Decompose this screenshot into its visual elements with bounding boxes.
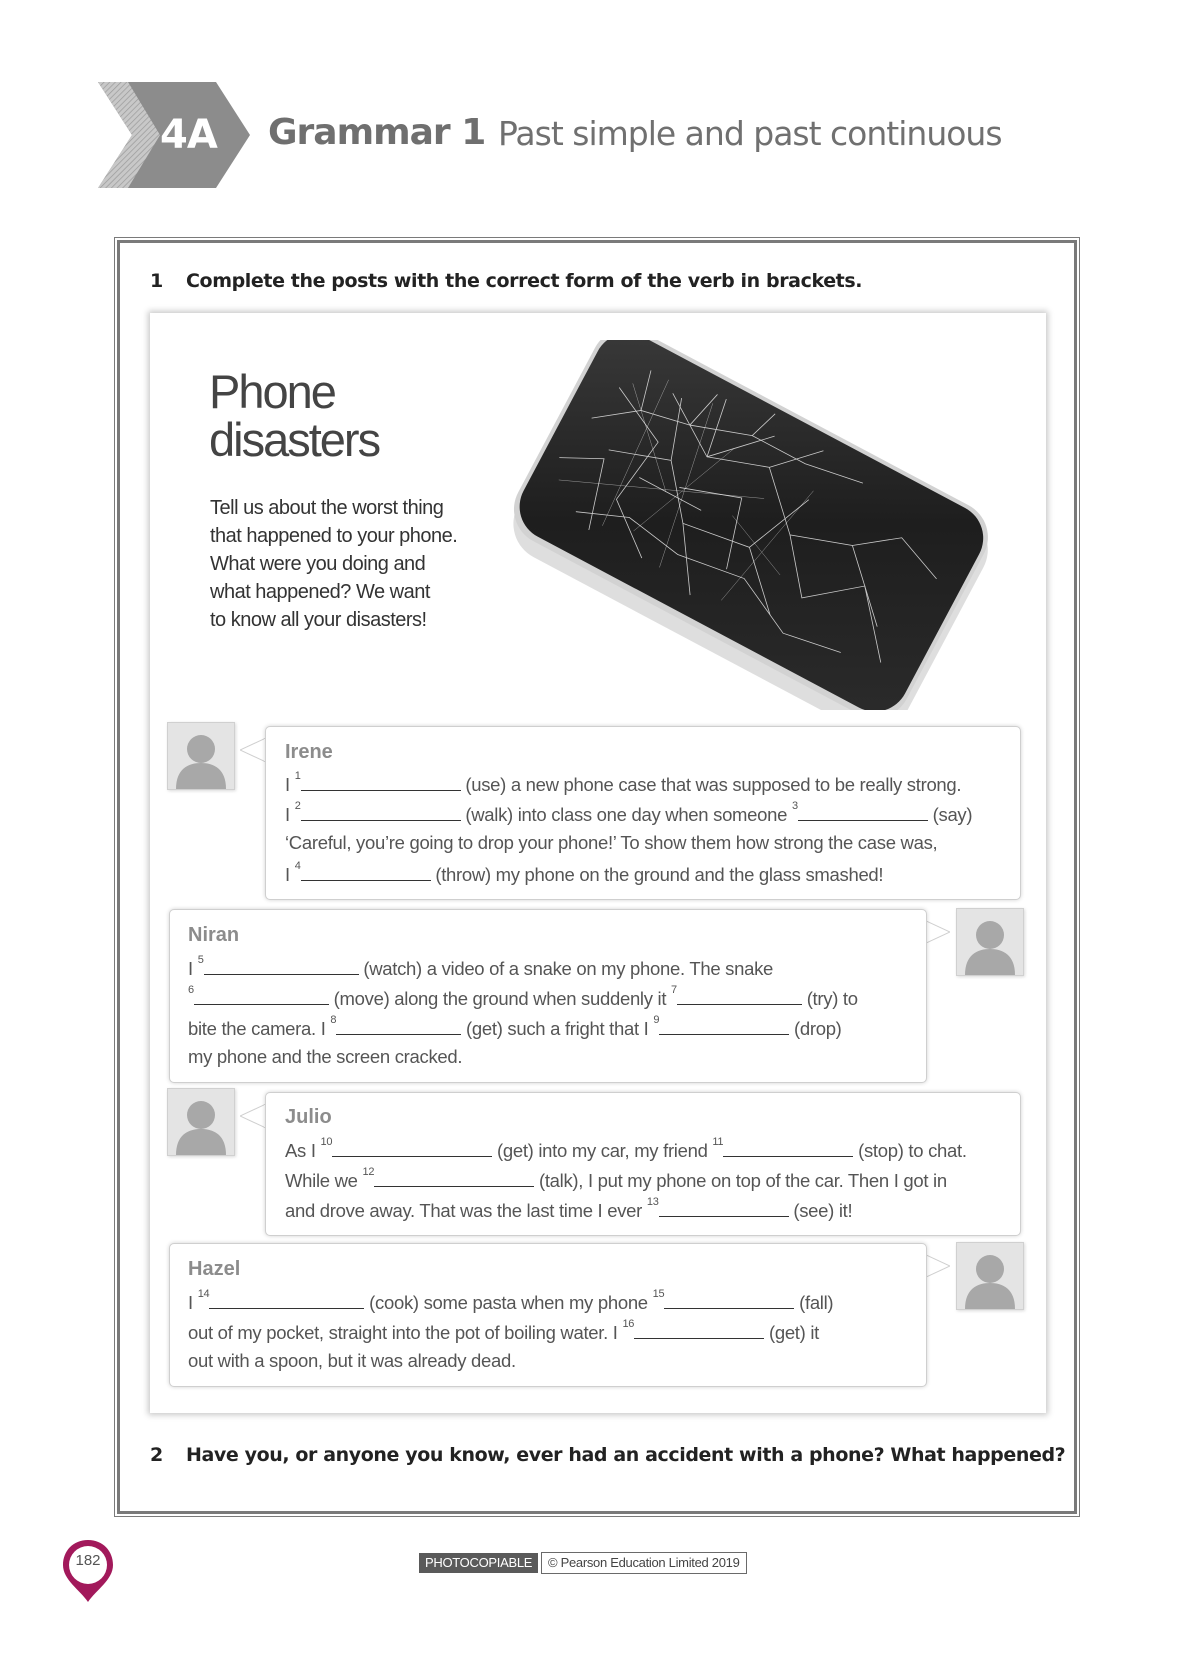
answer-blank[interactable] (798, 802, 928, 821)
avatar (167, 1088, 235, 1156)
post-line: $^6$ (move) along the ground when suddenly it $^7$ (try) to (188, 984, 858, 1009)
answer-blank[interactable] (194, 986, 329, 1005)
user-silhouette-icon (957, 909, 1023, 975)
post-line: out with a spoon, but it was already dead. (188, 1350, 516, 1371)
copyright: © Pearson Education Limited 2019 (541, 1552, 747, 1574)
post-line: I $^1$ (use) a new phone case that was supposed to be really strong. (285, 770, 962, 795)
exercise1-number: 1 (150, 270, 164, 292)
exercise2-question: Have you, or anyone you know, ever had an accident with a phone? What happened? (186, 1444, 1066, 1466)
post-line: I $^4$ (throw) my phone on the ground and the glass smashed! (285, 860, 884, 885)
answer-blank[interactable] (332, 1138, 492, 1157)
post-author: Irene (285, 741, 333, 763)
post-author: Niran (188, 924, 240, 946)
post-tail (240, 738, 266, 762)
answer-blank[interactable] (336, 1016, 461, 1035)
cracked-phone-image (510, 340, 990, 710)
intro-line: to know all your disasters! (210, 609, 427, 631)
user-silhouette-icon (168, 723, 234, 789)
post-line: bite the camera. I $^8$ (get) such a fright that I $^9$ (drop) (188, 1014, 842, 1039)
post-line: I $^2$ (walk) into class one day when someone $^3$ (say) (285, 800, 973, 825)
unit-badge (98, 82, 250, 188)
page-marker-icon (60, 1538, 116, 1604)
heading-line2: disasters (209, 413, 380, 466)
intro-line: what happened? We want (210, 581, 430, 603)
answer-blank[interactable] (301, 802, 461, 821)
answer-blank[interactable] (301, 772, 461, 791)
exercise2-number: 2 (150, 1444, 164, 1466)
answer-blank[interactable] (677, 986, 802, 1005)
post-line: As I $^{10}$ (get) into my car, my friend $^{11}$ (stop) to chat. (285, 1136, 967, 1161)
answer-blank[interactable] (659, 1016, 789, 1035)
avatar (167, 722, 235, 790)
answer-blank[interactable] (374, 1168, 534, 1187)
section-title: Grammar 1 (268, 112, 486, 153)
answer-blank[interactable] (634, 1320, 764, 1339)
article-heading (209, 365, 380, 466)
answer-blank[interactable] (664, 1290, 794, 1309)
answer-blank[interactable] (204, 956, 359, 975)
exercise1-instruction: Complete the posts with the correct form of the verb in brackets. (186, 270, 863, 292)
post-line: my phone and the screen cracked. (188, 1046, 463, 1067)
answer-blank[interactable] (723, 1138, 853, 1157)
post-author: Julio (285, 1106, 332, 1128)
photocopiable-label: PHOTOCOPIABLE (419, 1553, 538, 1573)
intro-line: that happened to your phone. (210, 525, 458, 547)
answer-blank[interactable] (209, 1290, 364, 1309)
post-line: and drove away. That was the last time I ever $^{13}$ (see) it! (285, 1196, 853, 1221)
post-line: out of my pocket, straight into the pot of boiling water. I $^{16}$ (get) it (188, 1318, 819, 1343)
avatar (956, 1242, 1024, 1310)
user-silhouette-icon (957, 1243, 1023, 1309)
answer-blank[interactable] (301, 862, 431, 881)
post-line: While we $^{12}$ (talk), I put my phone on top of the car. Then I got in (285, 1166, 947, 1191)
page-number: 182 (75, 1552, 101, 1569)
article-intro (210, 494, 510, 634)
post-tail (240, 1104, 266, 1128)
post-line: ‘Careful, you’re going to drop your phone!’ To show them how strong the case was, (285, 832, 938, 853)
avatar (956, 908, 1024, 976)
intro-line: What were you doing and (210, 553, 426, 575)
intro-line: Tell us about the worst thing (210, 497, 444, 519)
topic-title: Past simple and past continuous (498, 114, 1002, 153)
heading-line1: Phone (209, 365, 335, 418)
post-tail (924, 1254, 950, 1278)
post-line: I $^{14}$ (cook) some pasta when my phone $^{15}$ (fall) (188, 1288, 834, 1313)
unit-code: 4A (160, 112, 217, 158)
post-tail (924, 920, 950, 944)
user-silhouette-icon (168, 1089, 234, 1155)
post-author: Hazel (188, 1258, 241, 1280)
post-line: I $^5$ (watch) a video of a snake on my phone. The snake (188, 954, 774, 979)
answer-blank[interactable] (659, 1198, 789, 1217)
